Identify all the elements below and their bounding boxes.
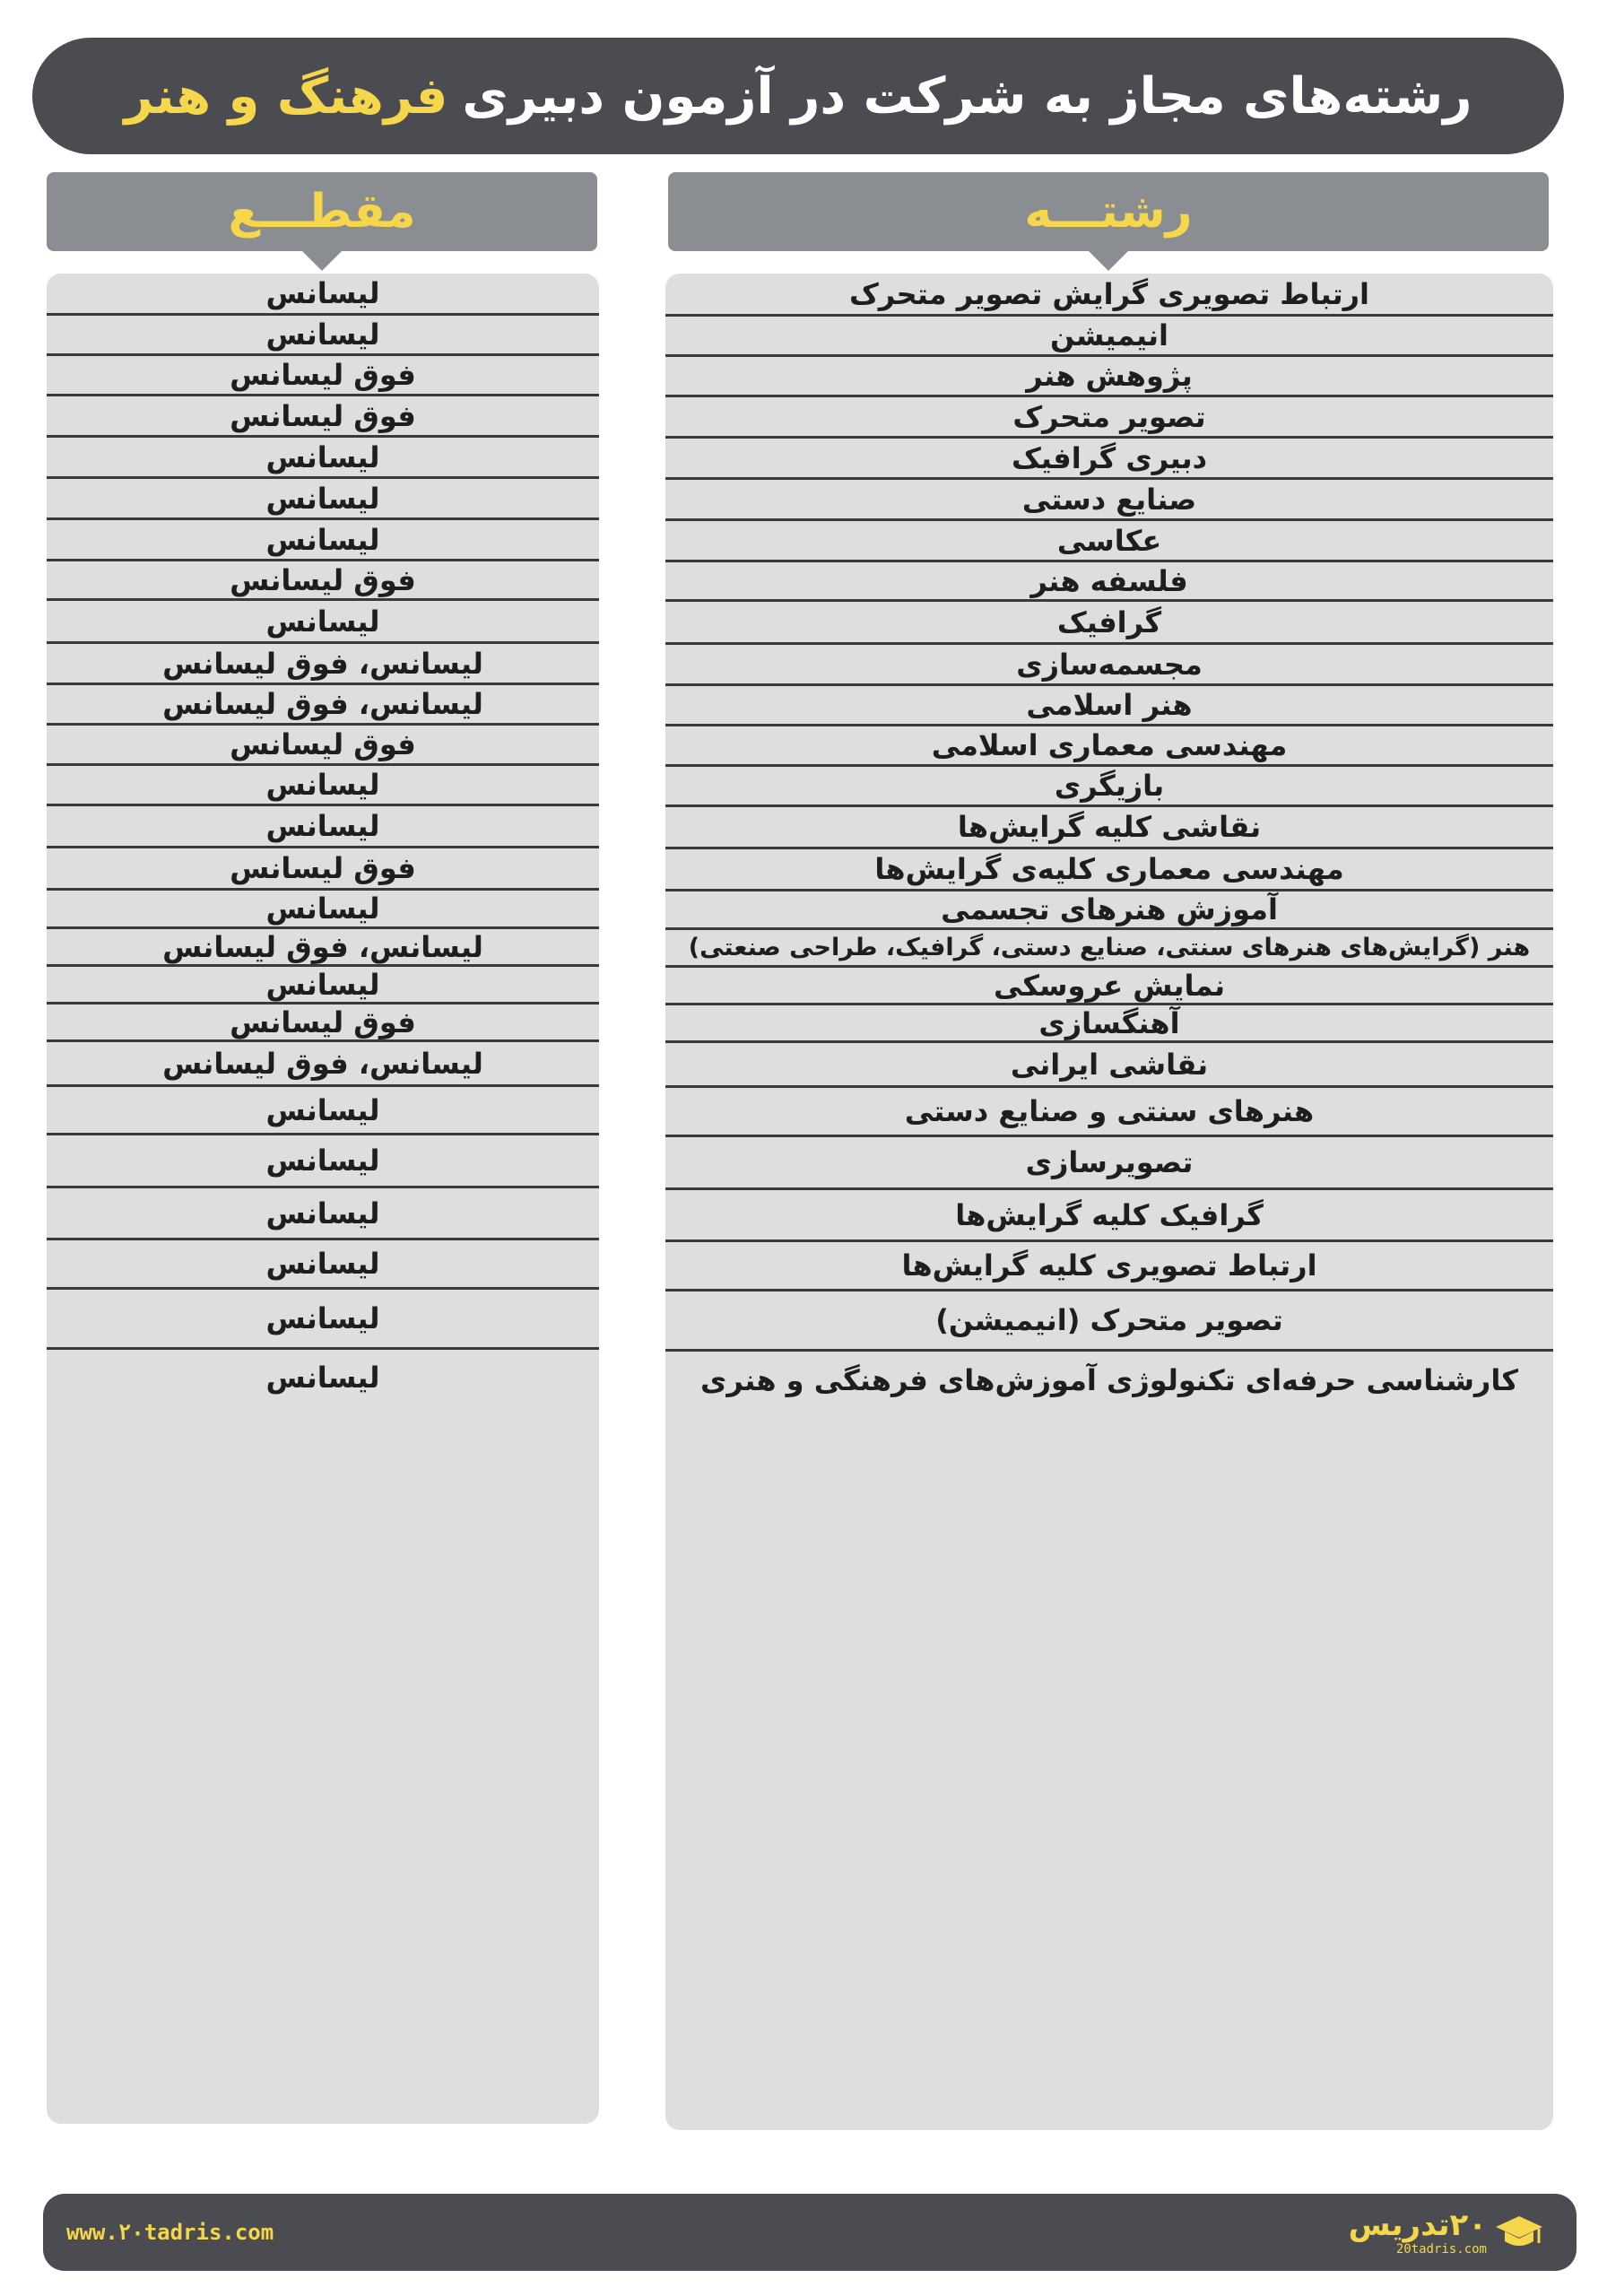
page-title: رشته‌های مجاز به شرکت در آزمون دبیری — [462, 66, 1472, 126]
degree-row: فوق لیسانس — [47, 396, 599, 438]
field-row: گرافیک — [665, 602, 1553, 645]
degree-row: لیسانس — [47, 766, 599, 806]
degree-row: لیسانس — [47, 1240, 599, 1290]
degree-row: فوق لیسانس — [47, 848, 599, 891]
degree-row: لیسانس، فوق لیسانس — [47, 685, 599, 726]
footer-bar — [43, 2194, 1577, 2271]
degree-row: فوق لیسانس — [47, 356, 599, 396]
logo-wordmark: ۲۰تدریس — [1348, 2207, 1487, 2243]
degree-row: لیسانس — [265, 1361, 380, 1395]
degree-row: لیسانس، فوق لیسانس — [47, 644, 599, 685]
field-row: ارتباط تصویری گرایش تصویر متحرک — [665, 274, 1553, 317]
degree-row: لیسانس، فوق لیسانس — [47, 1042, 599, 1087]
degree-column-header — [47, 172, 597, 251]
field-row: بازیگری — [665, 767, 1553, 807]
graduation-cap-icon — [1494, 2211, 1544, 2254]
field-row: تصویر متحرک — [665, 397, 1553, 439]
field-row: فلسفه هنر — [665, 562, 1553, 602]
fields-list — [665, 274, 1553, 2130]
field-row: عکاسی — [665, 521, 1553, 562]
degree-row: لیسانس — [47, 479, 599, 520]
field-row: انیمیشن — [665, 317, 1553, 357]
brand-logo — [1338, 2203, 1544, 2262]
field-row: مهندسی معماری کلیه‌ی گرایش‌ها — [665, 849, 1553, 891]
degree-row: لیسانس — [47, 1188, 599, 1240]
degree-row: لیسانس — [47, 438, 599, 479]
field-row: نقاشی کلیه گرایش‌ها — [665, 807, 1553, 849]
field-row: پژوهش هنر — [665, 357, 1553, 397]
field-row: هنر اسلامی — [665, 686, 1553, 726]
degrees-list — [47, 274, 599, 2124]
degree-row: لیسانس — [47, 601, 599, 644]
field-row: آهنگسازی — [665, 1005, 1553, 1043]
field-row: گرافیک کلیه گرایش‌ها — [665, 1190, 1553, 1242]
degree-row: لیسانس — [47, 806, 599, 848]
title-banner — [32, 38, 1564, 154]
degree-row: لیسانس — [47, 274, 599, 316]
website-link[interactable]: www.۲۰tadris.com — [66, 2220, 274, 2245]
logo-domain: 20tadris.com — [1395, 2242, 1487, 2257]
degree-row: لیسانس، فوق لیسانس — [47, 929, 599, 967]
field-row: آموزش هنرهای تجسمی — [665, 891, 1553, 930]
field-row: کارشناسی حرفه‌ای تکنولوژی آموزش‌های فرهنگی و هنری — [700, 1362, 1518, 1397]
field-row: تصویرسازی — [665, 1137, 1553, 1190]
degree-row: لیسانس — [47, 316, 599, 356]
page-title-highlight: فرهنگ و هنر — [124, 66, 448, 126]
degree-row: لیسانس — [47, 891, 599, 929]
field-row: دبیری گرافیک — [665, 439, 1553, 480]
field-header-pointer — [1087, 249, 1130, 271]
field-row: مهندسی معماری اسلامی — [665, 726, 1553, 767]
degree-row: لیسانس — [47, 1290, 599, 1350]
field-header-label: رشتـــه — [1024, 185, 1193, 239]
degree-header-pointer — [300, 249, 343, 271]
degree-row: فوق لیسانس — [47, 726, 599, 766]
degree-row: فوق لیسانس — [47, 1004, 599, 1042]
field-row: مجسمه‌سازی — [665, 645, 1553, 686]
degree-row: لیسانس — [47, 520, 599, 561]
field-row: هنر (گرایش‌های هنرهای سنتی، صنایع دستی، گرافیک، طراحی صنعتی) — [665, 930, 1553, 968]
field-row: تصویر متحرک (انیمیشن) — [665, 1292, 1553, 1352]
field-row: نمایش عروسکی — [665, 968, 1553, 1005]
field-row: هنرهای سنتی و صنایع دستی — [665, 1088, 1553, 1137]
degree-row: لیسانس — [47, 967, 599, 1004]
logo-text — [1349, 2208, 1487, 2257]
degree-header-label: مقطـــع — [228, 185, 416, 239]
degree-row: لیسانس — [47, 1087, 599, 1135]
field-row: نقاشی ایرانی — [665, 1043, 1553, 1088]
degree-row: فوق لیسانس — [47, 561, 599, 601]
field-row: ارتباط تصویری کلیه گرایش‌ها — [665, 1242, 1553, 1292]
degree-row: لیسانس — [47, 1135, 599, 1188]
field-column-header — [668, 172, 1549, 251]
field-row: صنایع دستی — [665, 480, 1553, 521]
